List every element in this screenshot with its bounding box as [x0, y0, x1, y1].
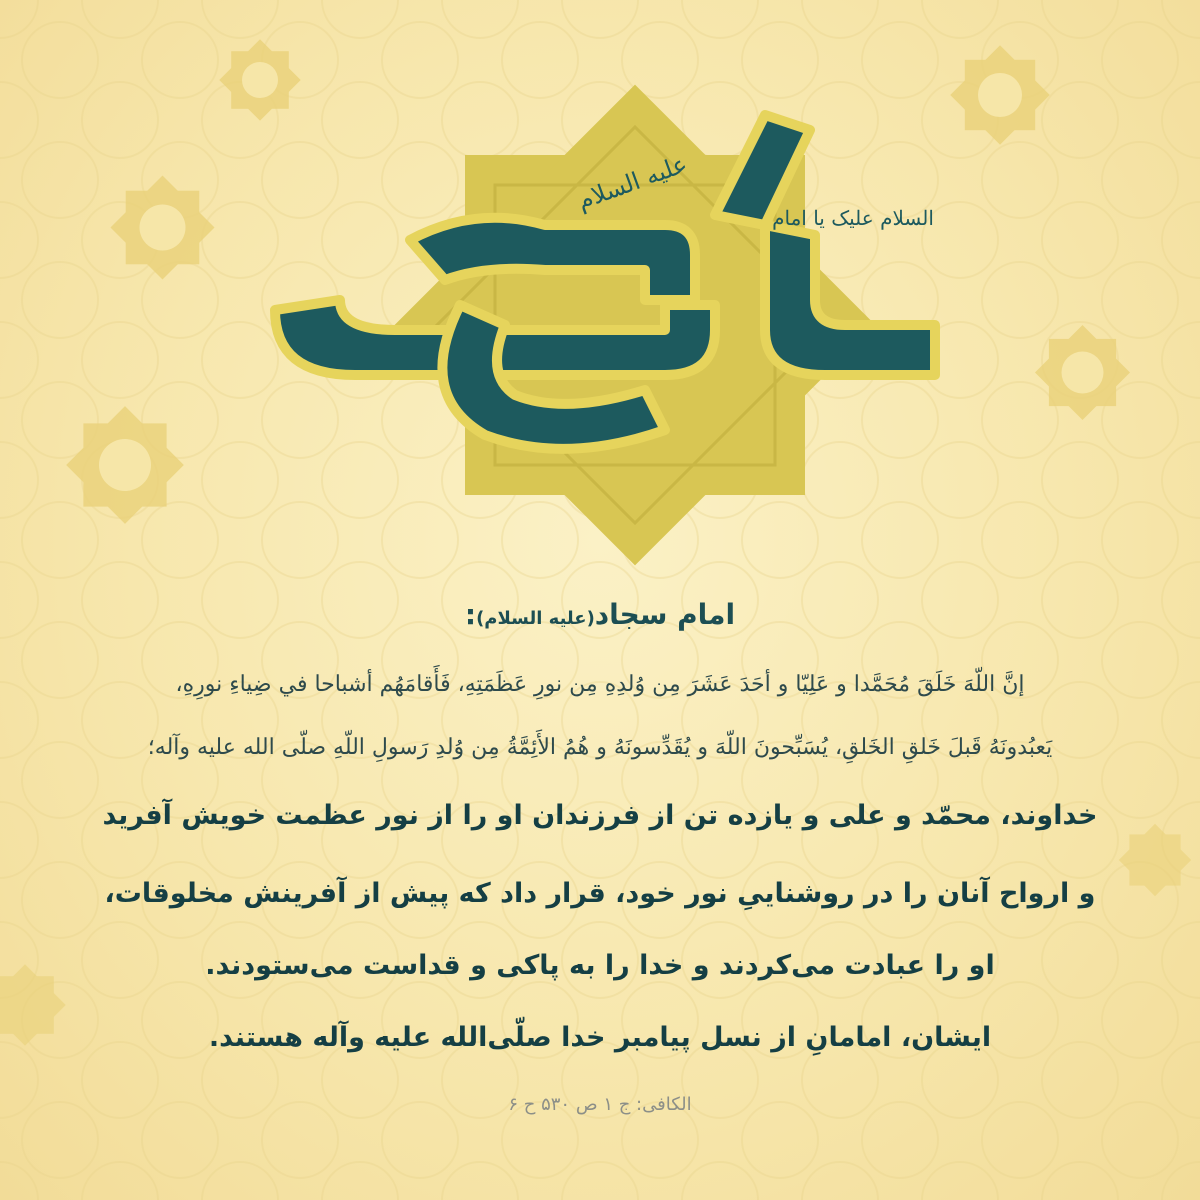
- arabic-line-2: يَعبُدونَهُ قَبلَ خَلقِ الخَلقِ، يُسَبِّحونَ اللّهَ و يُقَدِّسونَهُ و هُمُ الأَئِمَّةُ مِن وُلدِ رَسولِ اللّهِ صلّى الله عليه وآله؛: [147, 735, 1053, 760]
- title-text: امام سجاد: [594, 598, 736, 631]
- star-ornament-icon: [1030, 320, 1135, 425]
- page-title: [70, 598, 1130, 631]
- title-colon: :: [464, 598, 477, 631]
- persian-line-4: ایشان، امامانِ از نسل پیامبر خدا صلّی‌الله علیه وآله هستند.: [208, 1022, 992, 1053]
- persian-line-3: او را عبادت می‌کردند و خدا را به پاکی و قداست می‌ستودند.: [205, 950, 995, 981]
- salutation-text: السلام علیک یا امام: [772, 206, 934, 230]
- persian-line-1: خداوند، محمّد و علی و یازده تن از فرزندان او را از نور عظمت خویش آفرید: [102, 800, 1098, 831]
- title-honorific: (علیه السلام): [476, 608, 595, 629]
- source-reference: الکافی: ج ۱ ص ۵۳۰ ح ۶: [508, 1094, 692, 1115]
- star-ornament-icon: [0, 960, 70, 1050]
- star-ornament-icon: [60, 400, 190, 530]
- arabic-line-1: إنَّ اللّهَ خَلَقَ مُحَمَّدا و عَلِيّا و أحَدَ عَشَرَ مِن وُلدِهِ مِن نورِ عَظَمَتِهِ، فَأَقامَهُم أشباحا في ضِياءِ نورِهِ،: [175, 672, 1025, 697]
- persian-line-2: و ارواح آنان را در روشناییِ نور خود، قرار داد که پیش از آفرینش مخلوقات،: [104, 878, 1096, 909]
- calligraphy-emblem: [245, 75, 965, 575]
- star-ornament-icon: [105, 170, 220, 285]
- honorific-text: علیه السلام: [573, 149, 691, 216]
